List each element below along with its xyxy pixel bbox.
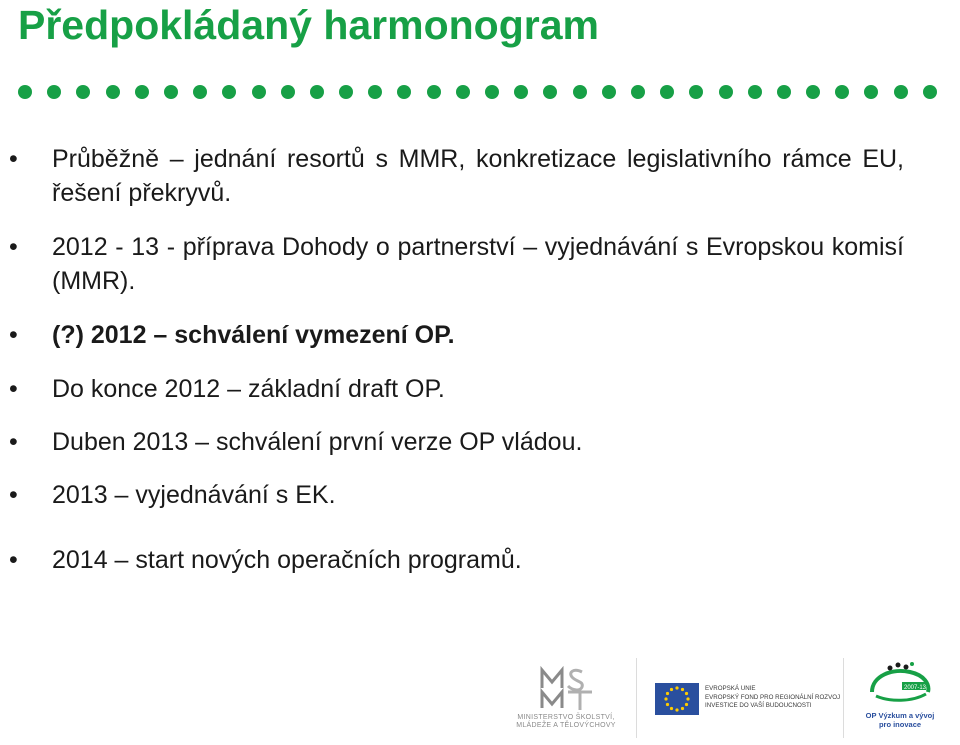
- bullet-text: 2014 – start nových operačních programů.: [52, 546, 522, 574]
- footer-logos: [0, 650, 960, 745]
- op-badge: 2007-13: [904, 685, 927, 691]
- bullet-item: [9, 425, 904, 459]
- bullet-icon: •: [9, 145, 18, 173]
- eu-flag-icon: [655, 683, 699, 715]
- bullet-icon: •: [9, 481, 18, 509]
- msmt-logo: [510, 662, 622, 732]
- op-caption: OP Výzkum a vývoj pro inovace: [865, 711, 935, 729]
- bullet-icon: •: [9, 375, 18, 403]
- bullet-icon: •: [9, 428, 18, 456]
- bullet-icon: •: [9, 321, 18, 349]
- bullet-text: 2013 – vyjednávání s EK.: [52, 481, 336, 509]
- bullet-item: [9, 543, 904, 577]
- bullet-text: Do konce 2012 – základní draft OP.: [52, 375, 445, 403]
- msmt-logo-icon: [538, 666, 594, 712]
- eu-logo: [655, 680, 841, 720]
- logo-separator: [636, 658, 637, 738]
- op-vvi-logo: [860, 662, 950, 732]
- bullet-item: [9, 318, 904, 352]
- bullet-item: [9, 478, 904, 512]
- bullet-item: [9, 372, 904, 406]
- bullet-icon: •: [9, 546, 18, 574]
- bullet-item: [9, 142, 904, 210]
- bullet-item: [9, 230, 904, 298]
- bullet-text: Duben 2013 – schválení první verze OP vládou.: [52, 428, 583, 456]
- eu-caption: EVROPSKÁ UNIE EVROPSKÝ FOND PRO REGIONÁLNÍ ROZVOJ INVESTICE DO VAŠÍ BUDOUCNOSTI: [705, 685, 841, 709]
- bullet-icon: •: [9, 233, 18, 261]
- bullet-text: 2012 - 13 - příprava Dohody o partnerství – vyjednávání s Evropskou komisí (MMR).: [52, 233, 904, 295]
- bullet-text: (?) 2012 – schválení vymezení OP.: [52, 321, 455, 349]
- msmt-caption: MINISTERSTVO ŠKOLSTVÍ, MLÁDEŽE A TĚLOVÝCHOVY: [516, 714, 616, 729]
- dotted-divider: [18, 85, 960, 101]
- logo-separator: [843, 658, 844, 738]
- slide-title: Předpokládaný harmonogram: [18, 2, 599, 48]
- bullet-text: Průběžně – jednání resortů s MMR, konkretizace legislativního rámce EU, řešení překryvů.: [52, 145, 904, 207]
- op-vvi-icon: [866, 662, 936, 710]
